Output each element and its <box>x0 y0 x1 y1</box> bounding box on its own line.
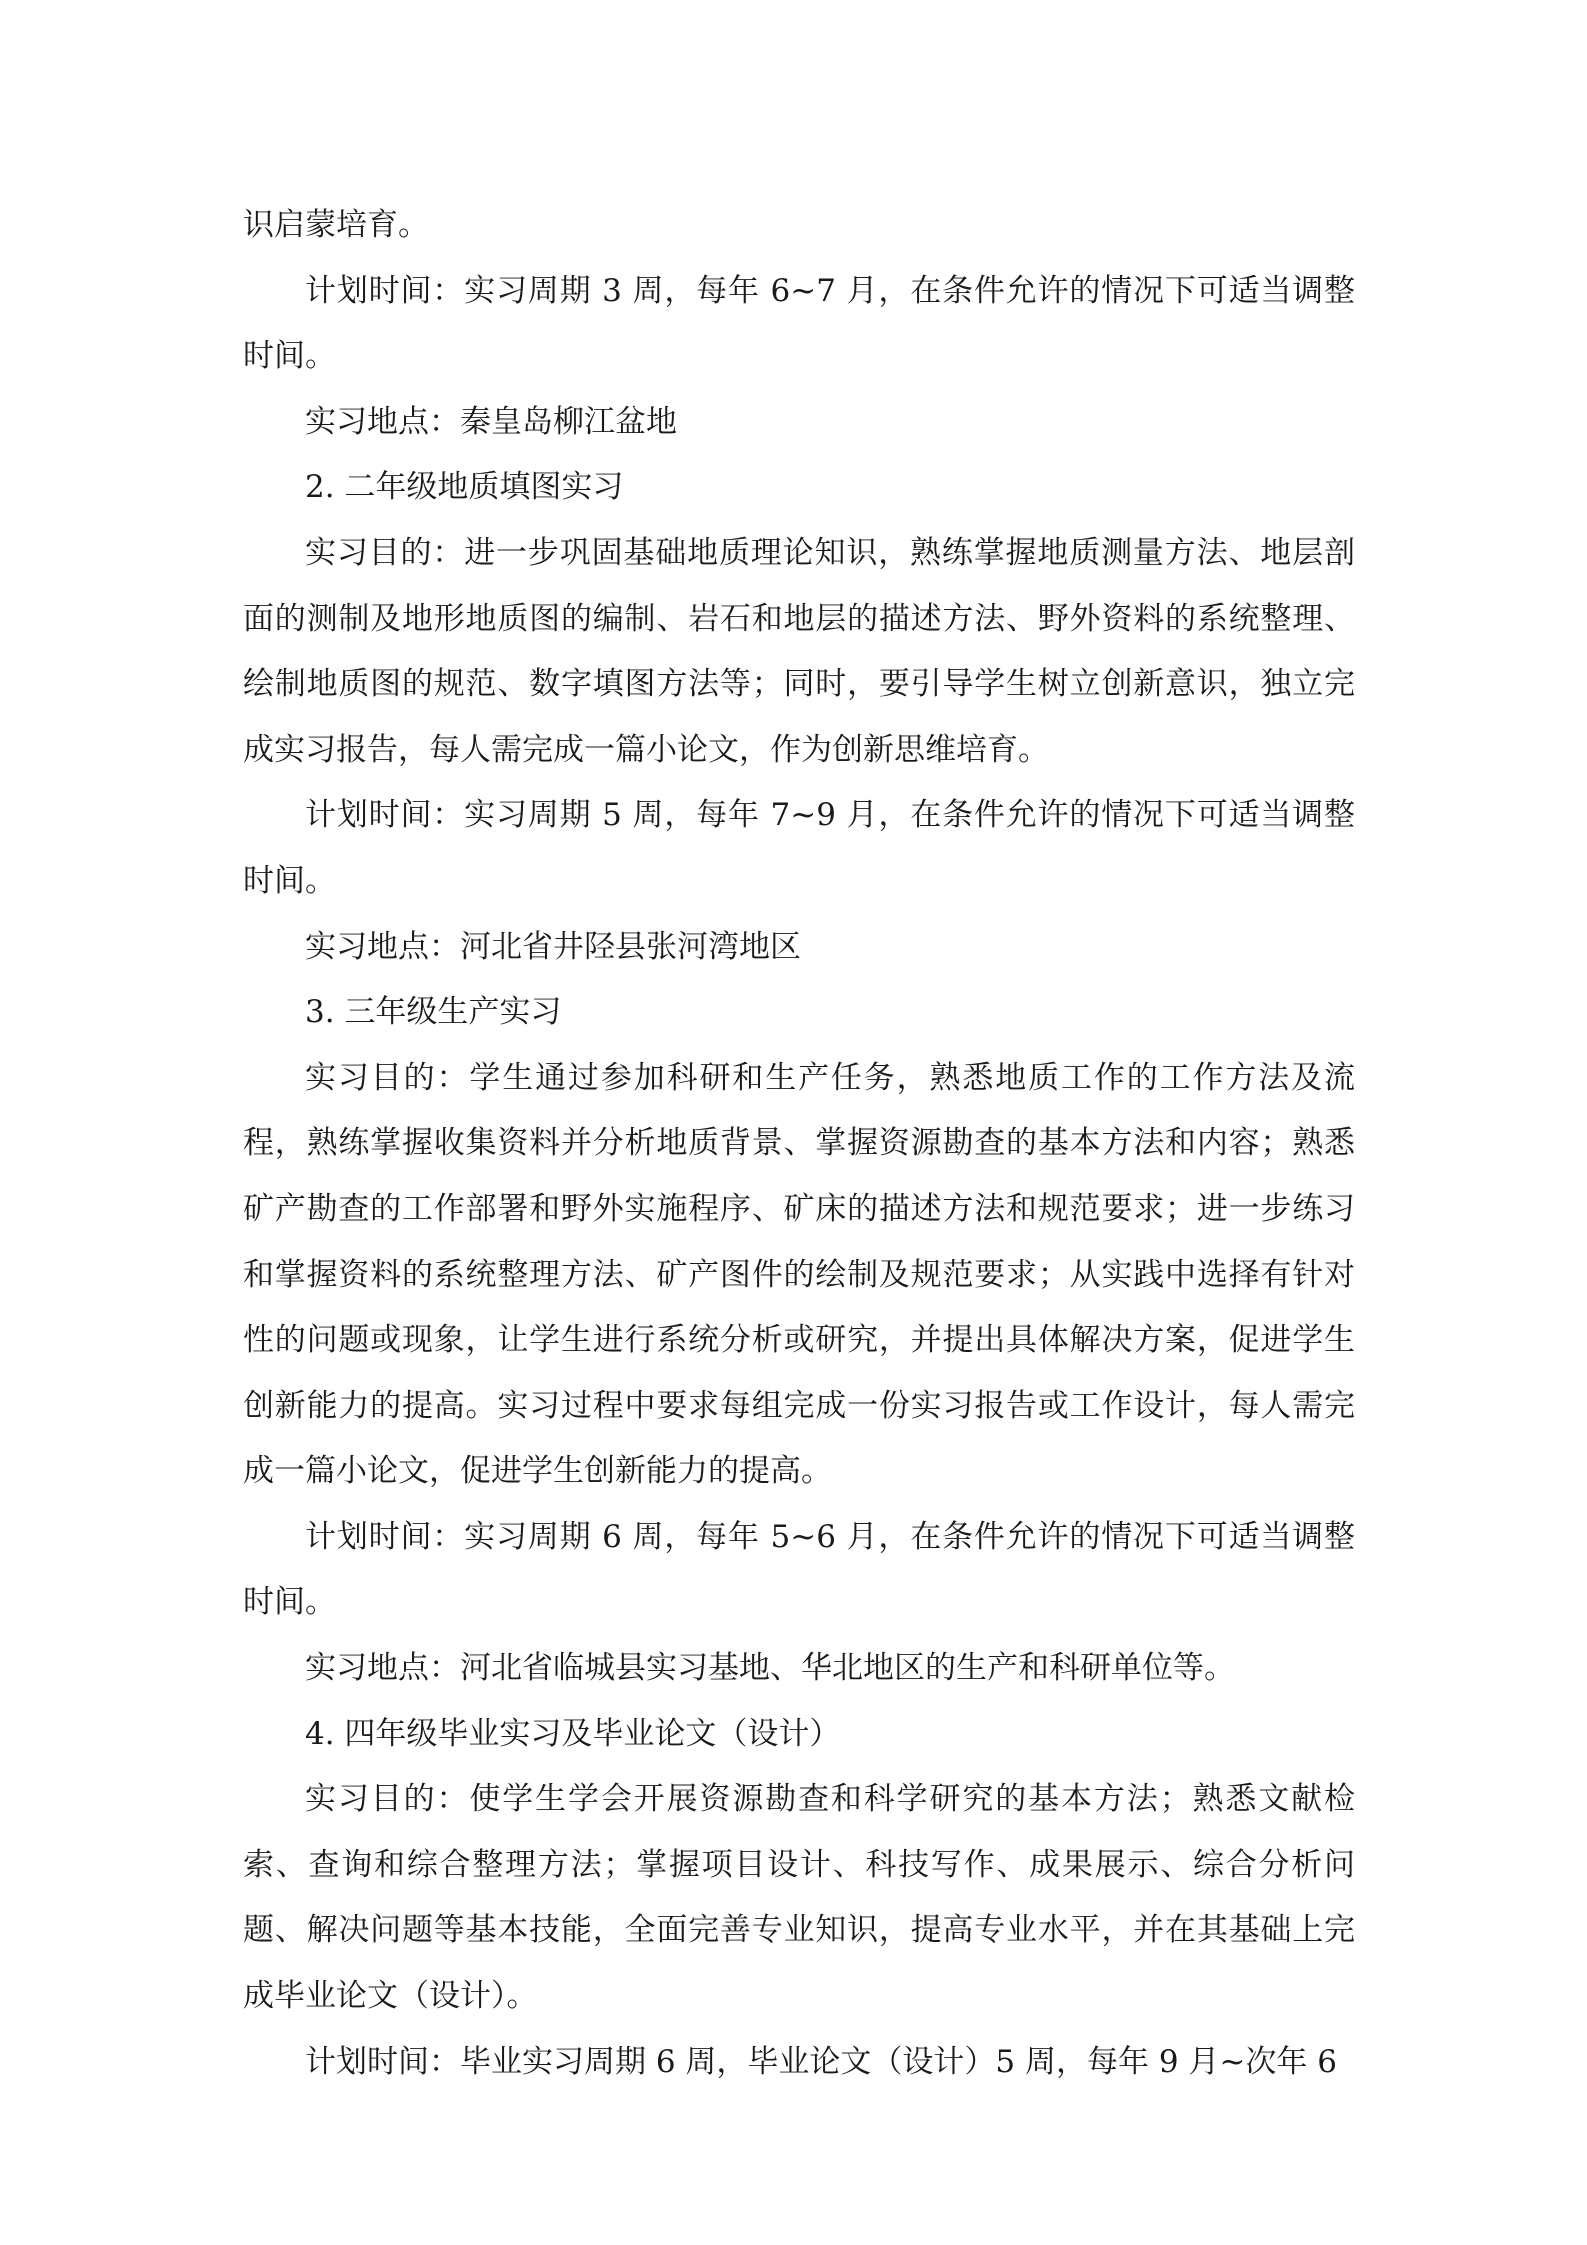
paragraph-plan-time-3: 计划时间：实习周期 6 周，每年 5~6 月，在条件允许的情况下可适当调整时间。 <box>243 1518 1355 1621</box>
paragraph-continuation: 识启蒙培育。 <box>243 207 429 243</box>
paragraph-location-1: 实习地点：秦皇岛柳江盆地 <box>305 403 677 440</box>
paragraph-location-2: 实习地点：河北省井陉县张河湾地区 <box>305 928 801 965</box>
paragraph-plan-time-2: 计划时间：实习周期 5 周，每年 7~9 月，在条件允许的情况下可适当调整时间。 <box>243 797 1355 899</box>
paragraph-plan-time-1: 计划时间：实习周期 3 周，每年 6~7 月，在条件允许的情况下可适当调整时间。 <box>243 272 1355 375</box>
paragraph-purpose-2: 实习目的：进一步巩固基础地质理论知识，熟练掌握地质测量方法、地层剖面的测制及地形地质图的编制、岩石和地层的描述方法、野外资料的系统整理、绘制地质图的规范、数字填图方法等；同时，要引导学生树立创新意识，独立完成实习报告，每人需完成一篇小论文，作为创新思维培育。 <box>243 534 1355 768</box>
paragraph-location-3: 实习地点：河北省临城县实习基地、华北地区的生产和科研单位等。 <box>305 1650 1235 1687</box>
section-heading-3: 3. 三年级生产实习 <box>305 994 562 1031</box>
paragraph-purpose-4: 实习目的：使学生学会开展资源勘查和科学研究的基本方法；熟悉文献检索、查询和综合整理方法；掌握项目设计、科技写作、成果展示、综合分析问题、解决问题等基本技能，全面完善专业知识，提高专业水平，并在其基础上完成毕业论文（设计）。 <box>243 1781 1355 2015</box>
paragraph-purpose-3: 实习目的：学生通过参加科研和生产任务，熟悉地质工作的工作方法及流程，熟练掌握收集资料并分析地质背景、掌握资源勘查的基本方法和内容；熟悉矿产勘查的工作部署和野外实施程序、矿床的描述方法和规范要求；进一步练习和掌握资料的系统整理方法、矿产图件的绘制及规范要求；从实践中选择有针对性的问题或现象，让学生进行系统分析或研究，并提出具体解决方案，促进学生创新能力的提高。实习过程中要求每组完成一份实习报告或工作设计，每人需完成一篇小论文，促进学生创新能力的提高。 <box>243 1059 1355 1490</box>
section-heading-4: 4. 四年级毕业实习及毕业论文（设计） <box>305 1715 841 1752</box>
paragraph-plan-time-4: 计划时间：毕业实习周期 6 周，毕业论文（设计）5 周，每年 9 月~次年 6 <box>305 2043 1337 2080</box>
section-heading-2: 2. 二年级地质填图实习 <box>305 469 624 506</box>
document-body <box>243 193 1355 2095</box>
